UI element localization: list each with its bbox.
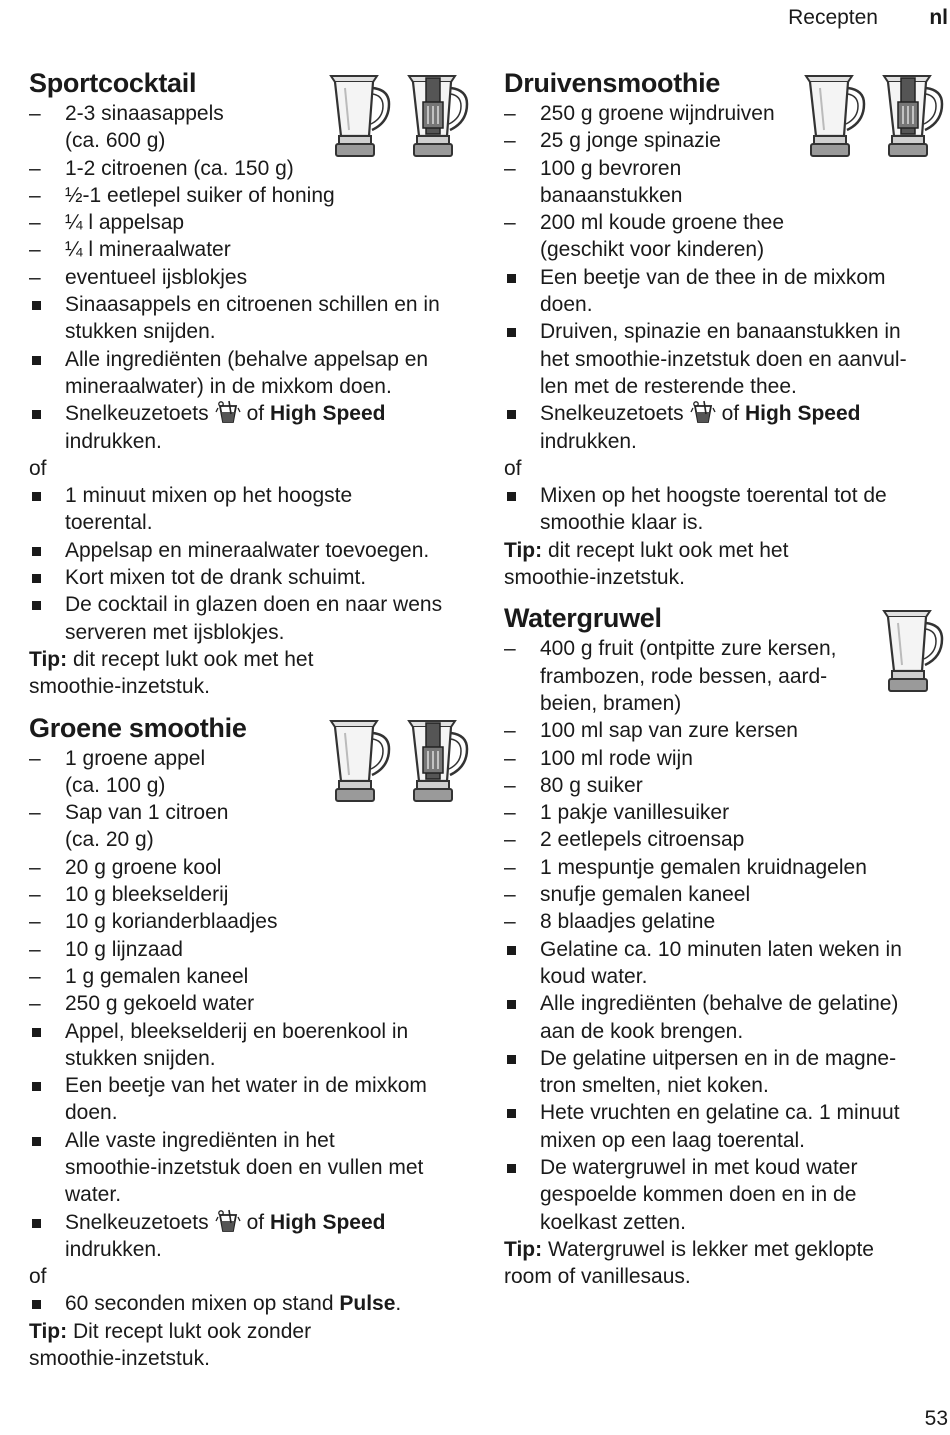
ingredient: – 1 g gemalen kaneel	[29, 964, 249, 988]
ingredient: – 250 g groene wijndruiven	[504, 102, 775, 125]
or-separator: of	[29, 1265, 47, 1289]
step: Een beetje van het water in de mixkom doen.	[65, 1074, 427, 1125]
tip: Tip: Dit recept lukt ook zonder smoothie-inzetstuk.	[29, 1319, 312, 1371]
recipe-druivensmoothie	[504, 66, 948, 591]
step: Druiven, spinazie en banaanstukken in het smoothie-inzetstuk doen en aanvul- len met de resterende thee.	[540, 320, 907, 398]
step: Alle ingrediënten (behalve appelsap en mineraalwater) in de mixkom doen.	[65, 347, 429, 398]
ingredient: – eventueel ijsblokjes	[29, 265, 248, 289]
recipe-title: Druivensmoothie	[504, 68, 721, 98]
recipe-groene-smoothie	[29, 711, 479, 1373]
step: Appelsap en mineraalwater toevoegen.	[65, 538, 430, 562]
ingredient: – 250 g gekoeld water	[29, 992, 255, 1016]
recipe-sportcocktail	[29, 66, 479, 701]
ingredient: – 100 g bevroren banaanstukken	[504, 156, 683, 207]
ingredient: – 1 mespuntje gemalen kruidnagelen	[504, 855, 867, 879]
step: Mixen op het hoogste toerental tot de smoothie klaar is.	[540, 484, 887, 535]
step: De gelatine uitpersen en in de magne- tron smelten, niet koken.	[540, 1046, 897, 1098]
ingredient: – 100 ml rode wijn	[504, 746, 693, 770]
ingredient: – 20 g groene kool	[29, 855, 222, 879]
ingredient: – 2 eetlepels citroensap	[504, 828, 745, 852]
step: 1 minuut mixen op het hoogste toerental.	[65, 484, 353, 535]
tip: Tip: dit recept lukt ook met het smoothie-inzetstuk.	[29, 647, 314, 699]
tip: Tip: dit recept lukt ook met het smoothie-inzetstuk.	[504, 538, 789, 590]
step: Sinaasappels en citroenen schillen en in stukken snijden.	[65, 293, 440, 344]
step: Hete vruchten en gelatine ca. 1 minuut mixen op een laag toerental.	[540, 1101, 900, 1152]
step: Gelatine ca. 10 minuten laten weken in koud water.	[540, 937, 902, 988]
ingredient: – 200 ml koude groene thee (geschikt voor kinderen)	[504, 211, 785, 262]
or-separator: of	[504, 456, 522, 480]
step: Snelkeuzetoets of High Speed indrukken.	[65, 402, 386, 453]
smoothie-quick-key-icon	[215, 1209, 241, 1233]
right-column	[504, 66, 948, 1300]
ingredient: – ¼ l appelsap	[29, 211, 185, 235]
left-column	[29, 66, 479, 1382]
ingredient: – 1 pakje vanillesuiker	[504, 801, 730, 825]
or-separator: of	[29, 456, 47, 480]
ingredient: – 1 groene appel (ca. 100 g)	[29, 746, 206, 797]
step: Snelkeuzetoets of High Speed indrukken.	[540, 402, 861, 453]
step: De watergruwel in met koud water gespoelde kommen doen en in de koelkast zetten.	[540, 1155, 858, 1234]
ingredient: – 10 g korianderblaadjes	[29, 910, 278, 934]
step: Alle vaste ingrediënten in het smoothie-inzetstuk doen en vullen met water.	[65, 1128, 424, 1207]
ingredient: – Sap van 1 citroen (ca. 20 g)	[29, 801, 229, 852]
ingredient: – 10 g bleekselderij	[29, 883, 229, 907]
smoothie-quick-key-icon	[690, 400, 716, 424]
page-number: 53	[924, 1407, 948, 1430]
recipe-title: Groene smoothie	[29, 712, 247, 743]
smoothie-quick-key-icon	[215, 400, 241, 424]
step: Alle ingrediënten (behalve de gelatine) aan de kook brengen.	[540, 992, 899, 1043]
step: Appel, bleekselderij en boerenkool in stukken snijden.	[65, 1019, 409, 1070]
ingredient: – 2-3 sinaasappels (ca. 600 g)	[29, 102, 224, 153]
step: Een beetje van de thee in de mixkom doen.	[540, 265, 886, 317]
recipe-watergruwel	[504, 601, 948, 1290]
tip: Tip: Watergruwel is lekker met geklopte room of vanillesaus.	[504, 1237, 874, 1289]
step: Kort mixen tot de drank schuimt.	[65, 566, 367, 590]
ingredient: – 100 ml sap van zure kersen	[504, 719, 798, 743]
ingredient: – 25 g jonge spinazie	[504, 129, 721, 153]
ingredient: – 10 g lijnzaad	[29, 937, 183, 961]
ingredient: – 1-2 citroenen (ca. 150 g)	[29, 156, 294, 180]
ingredient: – ½-1 eetlepel suiker of honing	[29, 183, 335, 207]
recipe-title: Watergruwel	[504, 603, 662, 634]
section-title: Recepten	[788, 6, 878, 29]
step: 60 seconden mixen op stand Pulse.	[65, 1292, 402, 1316]
language-code: nl	[929, 6, 948, 29]
step: De cocktail in glazen doen en naar wens serveren met ijsblokjes.	[65, 593, 443, 644]
ingredient: – snufje gemalen kaneel	[504, 883, 751, 907]
step: Snelkeuzetoets of High Speed indrukken.	[65, 1210, 386, 1261]
ingredient: – 8 blaadjes gelatine	[504, 910, 716, 934]
recipe-title: Sportcocktail	[29, 68, 197, 98]
ingredient: – ¼ l mineraalwater	[29, 238, 231, 262]
ingredient: – 80 g suiker	[504, 773, 643, 797]
ingredient: – 400 g fruit (ontpitte zure kersen, frambozen, rode bessen, aard- beien, bramen)	[504, 637, 837, 715]
